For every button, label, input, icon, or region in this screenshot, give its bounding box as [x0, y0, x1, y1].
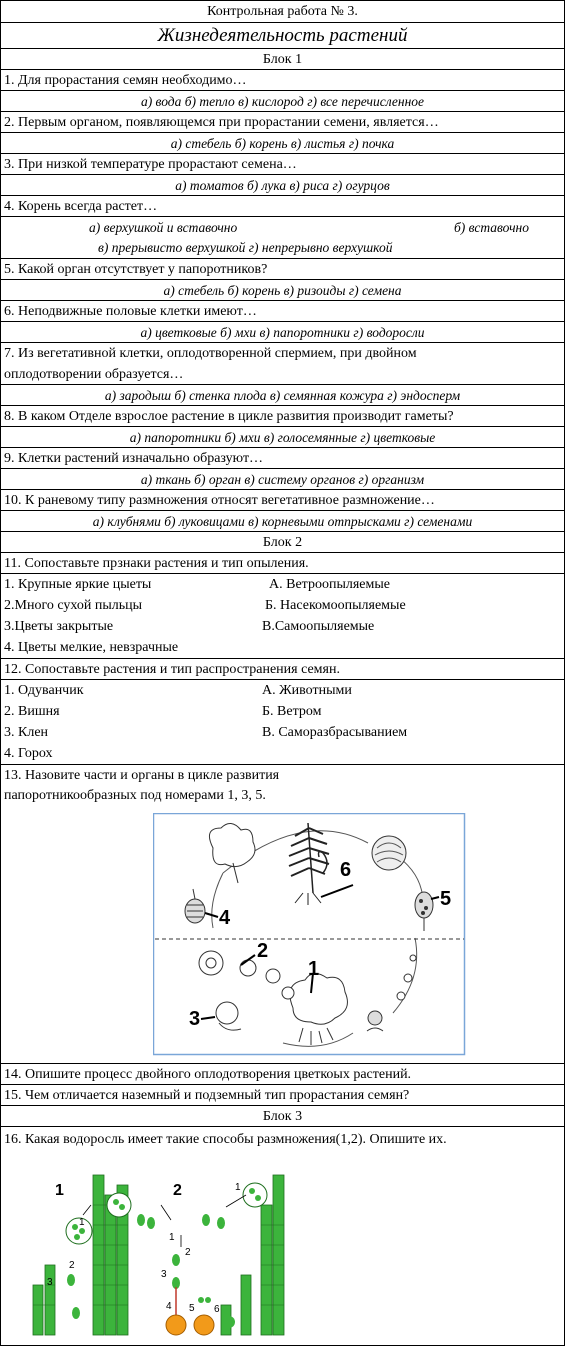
- q11-left-2: 2.Много сухой пыльцы: [4, 598, 142, 613]
- question-9: 9. Клетки растений изначально образуют…: [1, 448, 564, 469]
- q11-left-4: 4. Цветы мелкие, невзрачные: [4, 640, 179, 655]
- block2-heading: Блок 2: [1, 532, 564, 553]
- zygospore-orange: [194, 1315, 214, 1335]
- answer-4b: б) вставочно: [454, 220, 529, 235]
- question-1: 1. Для прорастания семян необходимо…: [1, 70, 564, 91]
- question-13-block: [1, 765, 564, 1064]
- label-1: 1: [308, 958, 320, 980]
- block1-heading: Блок 1: [1, 49, 564, 70]
- algae-small-label-3b: 3: [161, 1269, 167, 1280]
- question-11: 11. Сопоставьте прзнаки растения и тип опыления.: [1, 553, 564, 574]
- question-8: 8. В каком Отделе взрослое растение в цикле развития производит гаметы?: [1, 406, 564, 427]
- q11-left-1: 1. Крупные яркие цыеты: [4, 577, 152, 592]
- algae-small-label-6: 6: [214, 1304, 220, 1315]
- zygote-orange: [166, 1315, 186, 1335]
- question-5: 5. Какой орган отсутствует у папоротников?: [1, 259, 564, 280]
- q12-left-1: 1. Одуванчик: [4, 683, 84, 698]
- answers-2: а) стебель б) корень в) листья г) почка: [1, 133, 564, 154]
- answers-4: [1, 217, 564, 259]
- answers-1: а) вода б) тепло в) кислород г) все перечисленное: [1, 91, 564, 112]
- q12-left-2: 2. Вишня: [4, 704, 60, 719]
- algae-small-label-1c: 1: [235, 1182, 241, 1193]
- question-13-line2: папоротникообразных под номерами 1, 3, 5.: [4, 788, 266, 803]
- question-6: 6. Неподвижные половые клетки имеют…: [1, 301, 564, 322]
- q12-right-c: В. Саморазбрасыванием: [262, 725, 408, 740]
- question-13-line1: 13. Назовите части и органы в цикле развития: [4, 768, 280, 783]
- q11-right-c: В.Самоопыляемые: [262, 619, 375, 634]
- answers-3: а) томатов б) лука в) риса г) огурцов: [1, 175, 564, 196]
- question-12: 12. Сопоставьте растения и тип распространения семян.: [1, 659, 564, 680]
- algae-reproduction-diagram: [21, 1165, 521, 1345]
- algae-label-2: 2: [173, 1182, 182, 1199]
- algae-small-label-1a: 1: [79, 1217, 85, 1228]
- answers-9: а) ткань б) орган в) систему органов г) организм: [1, 469, 564, 490]
- answers-10: а) клубнями б) луковицами в) корневыми отпрысками г) семенами: [1, 511, 564, 532]
- algae-small-label-1b: 1: [169, 1232, 175, 1243]
- algae-label-1: 1: [55, 1182, 64, 1199]
- q11-left-3: 3.Цветы закрытые: [4, 619, 114, 634]
- question-14: 14. Опишите процесс двойного оплодотворения цветкоых растений.: [1, 1064, 564, 1085]
- label-5: 5: [440, 888, 452, 910]
- answers-7: а) зародыш б) стенка плода в) семянная кожура г) эндосперм: [1, 385, 564, 406]
- algae-small-label-2a: 2: [69, 1260, 75, 1271]
- question-13: [1, 765, 564, 806]
- q12-right-a: А. Животными: [262, 683, 352, 698]
- q12-left-3: 3. Клен: [4, 725, 49, 740]
- answers-5: а) стебель б) корень в) ризоиды г) семена: [1, 280, 564, 301]
- algae-small-label-5: 5: [189, 1303, 195, 1314]
- q12-left-4: 4. Горох: [4, 746, 53, 761]
- q12-right-b: Б. Ветром: [262, 704, 322, 719]
- question-16-block: [1, 1127, 564, 1345]
- block3-heading: Блок 3: [1, 1106, 564, 1127]
- sorus-circle: [372, 836, 406, 870]
- question-2: 2. Первым органом, появляющемся при прорастании семени, является…: [1, 112, 564, 133]
- label-4: 4: [219, 907, 231, 929]
- question-15: 15. Чем отличается наземный и подземный тип прорастания семян?: [1, 1085, 564, 1106]
- matching-table-11: [1, 574, 564, 659]
- fern-life-cycle-diagram: [153, 813, 466, 1056]
- test-number: Контрольная работа № 3.: [1, 1, 564, 23]
- question-3: 3. При низкой температуре прорастают семена…: [1, 154, 564, 175]
- algae-small-label-4: 4: [166, 1301, 172, 1312]
- label-6: 6: [340, 859, 352, 881]
- q11-right-b: Б. Насекомоопыляемые: [265, 598, 406, 613]
- answer-4cd: в) прерывисто верхушкой г) непрерывно верхушкой: [98, 240, 393, 255]
- test-title: Жизнедеятельность растений: [1, 23, 564, 49]
- answers-6: а) цветковые б) мхи в) папоротники г) водоросли: [1, 322, 564, 343]
- label-2: 2: [257, 940, 269, 962]
- label-3: 3: [189, 1008, 201, 1030]
- matching-table-12: [1, 680, 564, 765]
- algae-small-label-3a: 3: [47, 1277, 53, 1288]
- question-10: 10. К раневому типу размножения относят вегетативное размножение…: [1, 490, 564, 511]
- answers-8: а) папоротники б) мхи в) голосемянные г) цветковые: [1, 427, 564, 448]
- question-16: 16. Какая водоросль имеет такие способы размножения(1,2). Опишите их.: [4, 1132, 447, 1147]
- question-7-line1: 7. Из вегетативной клетки, оплодотворенной спермием, при двойном: [4, 346, 417, 361]
- question-7: [1, 343, 564, 385]
- answer-4a: а) верхушкой и вставочно: [89, 220, 238, 235]
- algae-small-label-2b: 2: [185, 1247, 191, 1258]
- question-4: 4. Корень всегда растет…: [1, 196, 564, 217]
- question-7-line2: оплодотворении образуется…: [4, 367, 184, 382]
- q11-right-a: А. Ветроопыляемые: [269, 577, 390, 592]
